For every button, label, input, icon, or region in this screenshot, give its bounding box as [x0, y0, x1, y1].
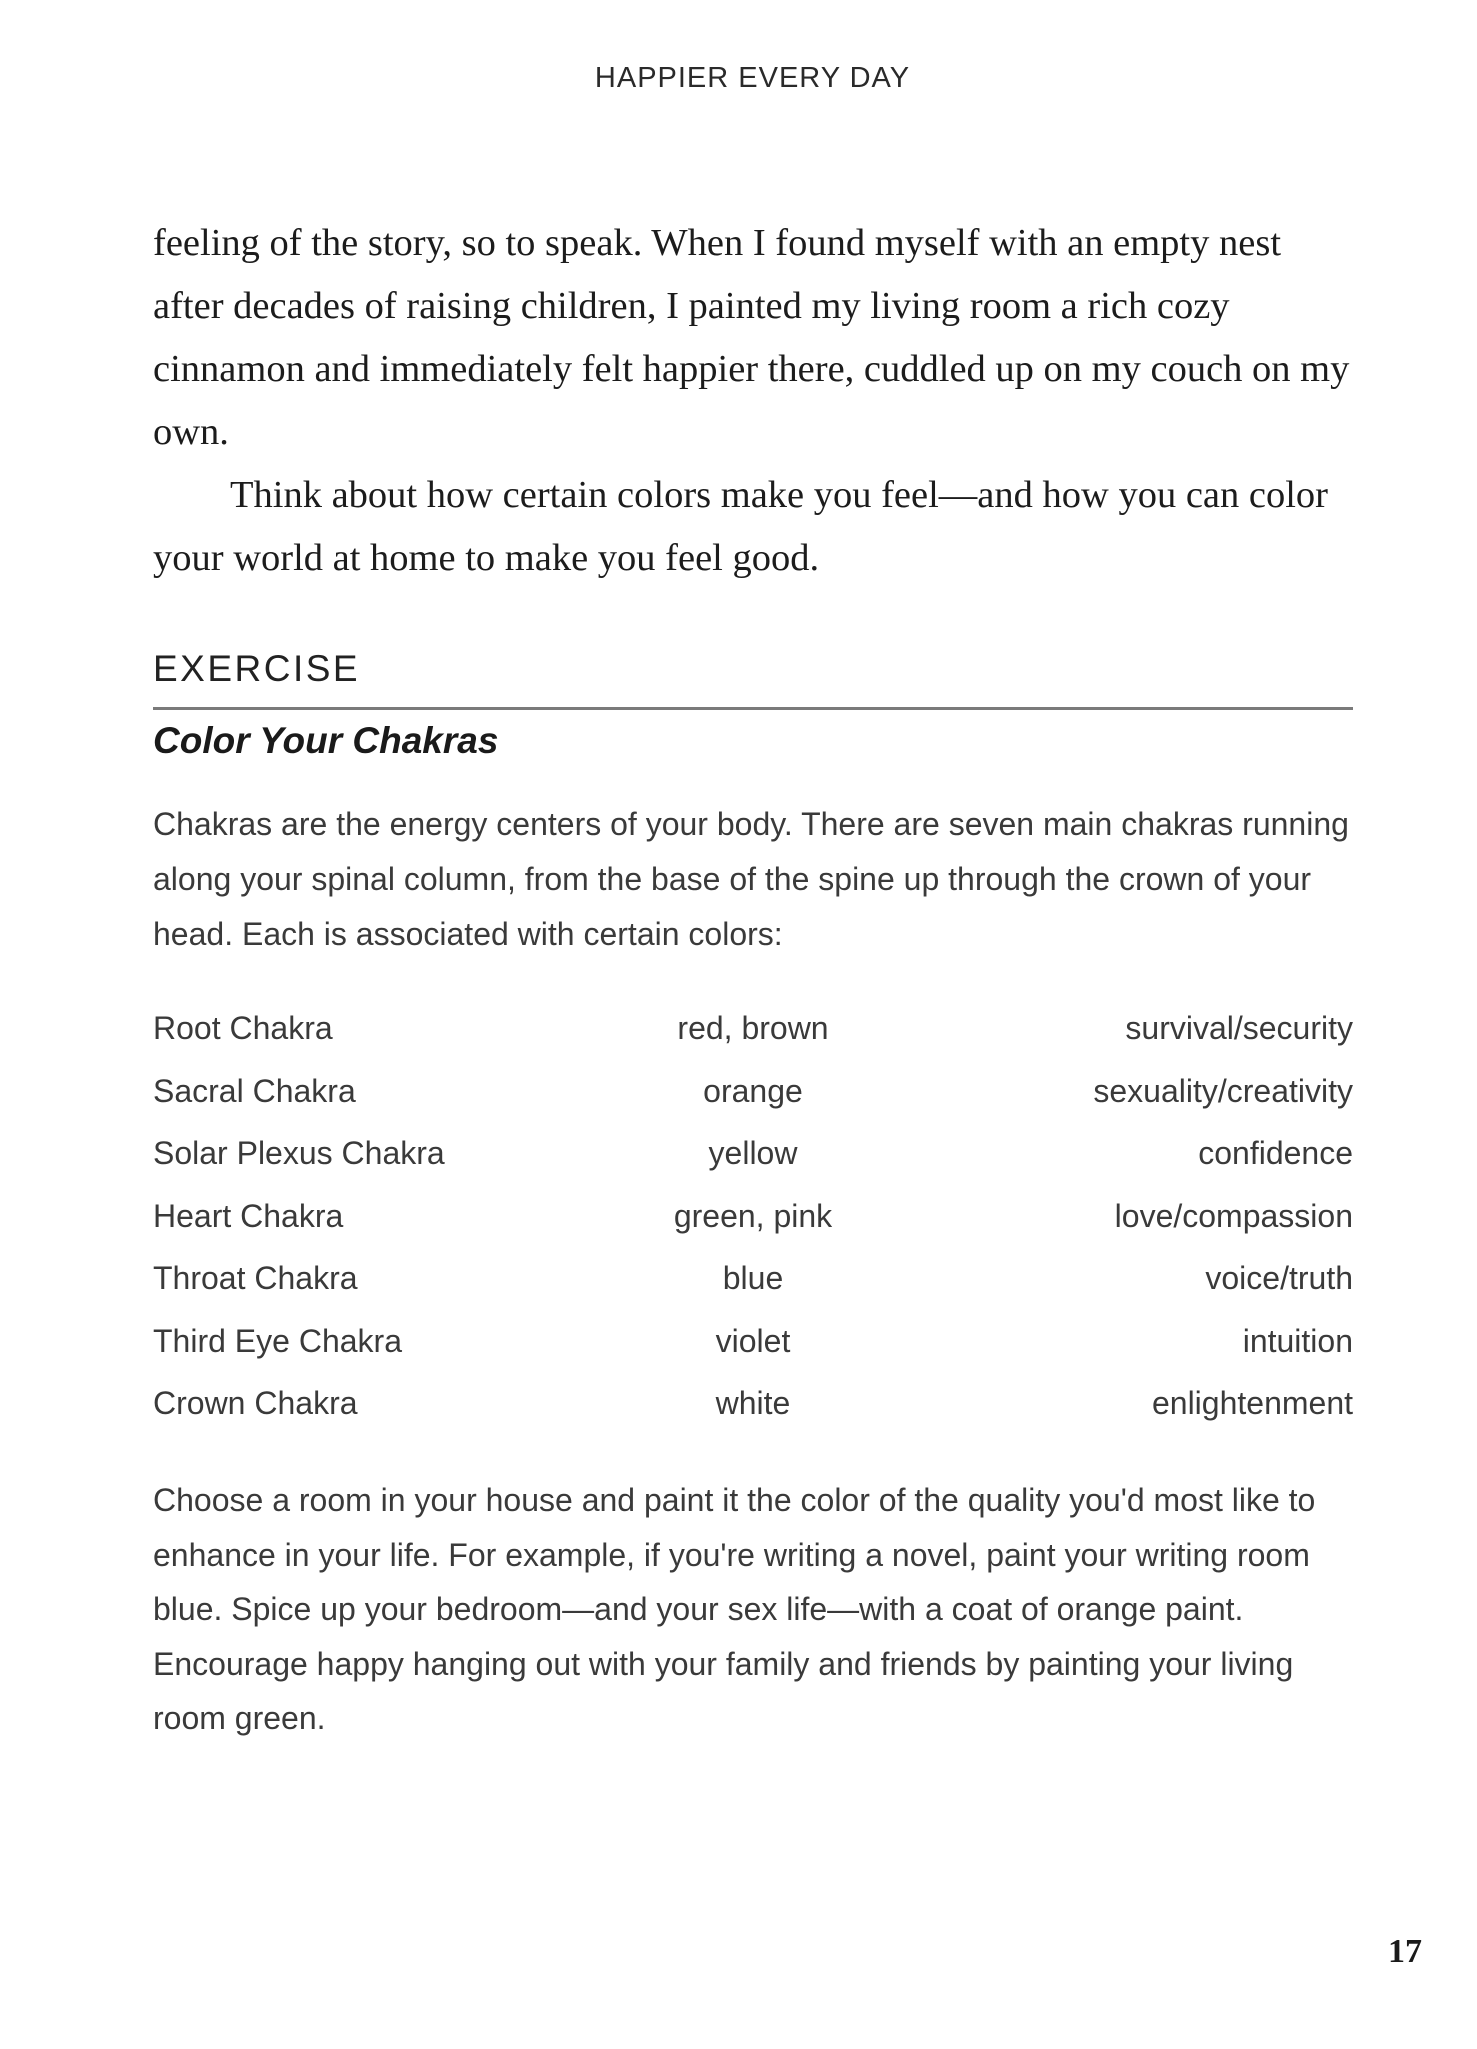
body-paragraph: Think about how certain colors make you feel—and how you can color your world at home to make you feel good. — [153, 474, 1328, 579]
page-number: 17 — [1388, 1933, 1422, 1970]
chakra-quality: intuition — [1242, 1322, 1353, 1359]
running-head: HAPPIER EVERY DAY — [594, 62, 911, 94]
chakra-colors: yellow — [708, 1135, 798, 1171]
chakra-name: Throat Chakra — [153, 1260, 358, 1296]
exercise-title: Color Your Chakras — [153, 720, 499, 761]
chakra-colors: violet — [715, 1322, 791, 1359]
chakra-quality: enlightenment — [1151, 1385, 1353, 1421]
chakra-row — [153, 997, 1353, 1060]
chakra-row — [153, 1185, 1353, 1248]
chakra-colors: white — [715, 1385, 791, 1421]
chakra-colors: green, pink — [673, 1197, 833, 1234]
chakra-name: Root Chakra — [153, 1010, 333, 1046]
chakra-row — [153, 1060, 1353, 1123]
chakra-quality: sexuality/creativity — [1093, 1072, 1353, 1109]
chakra-name: Heart Chakra — [153, 1197, 344, 1234]
chakra-quality: survival/security — [1125, 1010, 1353, 1046]
chakra-row — [153, 1310, 1353, 1373]
chakra-quality: confidence — [1198, 1135, 1353, 1171]
chakra-row — [153, 1372, 1353, 1435]
exercise-label: EXERCISE — [153, 648, 361, 689]
body-text — [153, 212, 1353, 590]
chakra-name: Third Eye Chakra — [153, 1322, 402, 1359]
chakra-colors: orange — [703, 1072, 803, 1109]
chakra-name: Solar Plexus Chakra — [153, 1135, 445, 1171]
chakra-row — [153, 1122, 1353, 1185]
chakra-row — [153, 1247, 1353, 1310]
chakra-name: Crown Chakra — [153, 1385, 358, 1421]
chakra-table — [153, 997, 1353, 1435]
chakra-colors: blue — [722, 1260, 784, 1296]
section-divider — [153, 707, 1353, 710]
chakra-colors: red, brown — [677, 1010, 829, 1046]
exercise-intro: Chakras are the energy centers of your body. There are seven main chakras running along your spinal column, from the base of the spine up through the crown of your head. Each is associated with certain colors: — [153, 806, 1349, 952]
body-paragraph: feeling of the story, so to speak. When I found myself with an empty nest after decades of raising children, I painted my living room a rich cozy cinnamon and immediately felt happier there, cuddled up on my couch on my own. — [153, 222, 1350, 453]
exercise-closing: Choose a room in your house and paint it the color of the quality you'd most like to enhance in your life. For example, if you're writing a novel, paint your writing room blue. Spice up your bedroom—and your sex life—with a coat of orange paint. Encourage happy hanging out with your family and friends by painting your living room green. — [153, 1482, 1316, 1736]
chakra-quality: love/compassion — [1114, 1197, 1353, 1234]
chakra-quality: voice/truth — [1205, 1260, 1353, 1296]
chakra-name: Sacral Chakra — [153, 1072, 356, 1109]
